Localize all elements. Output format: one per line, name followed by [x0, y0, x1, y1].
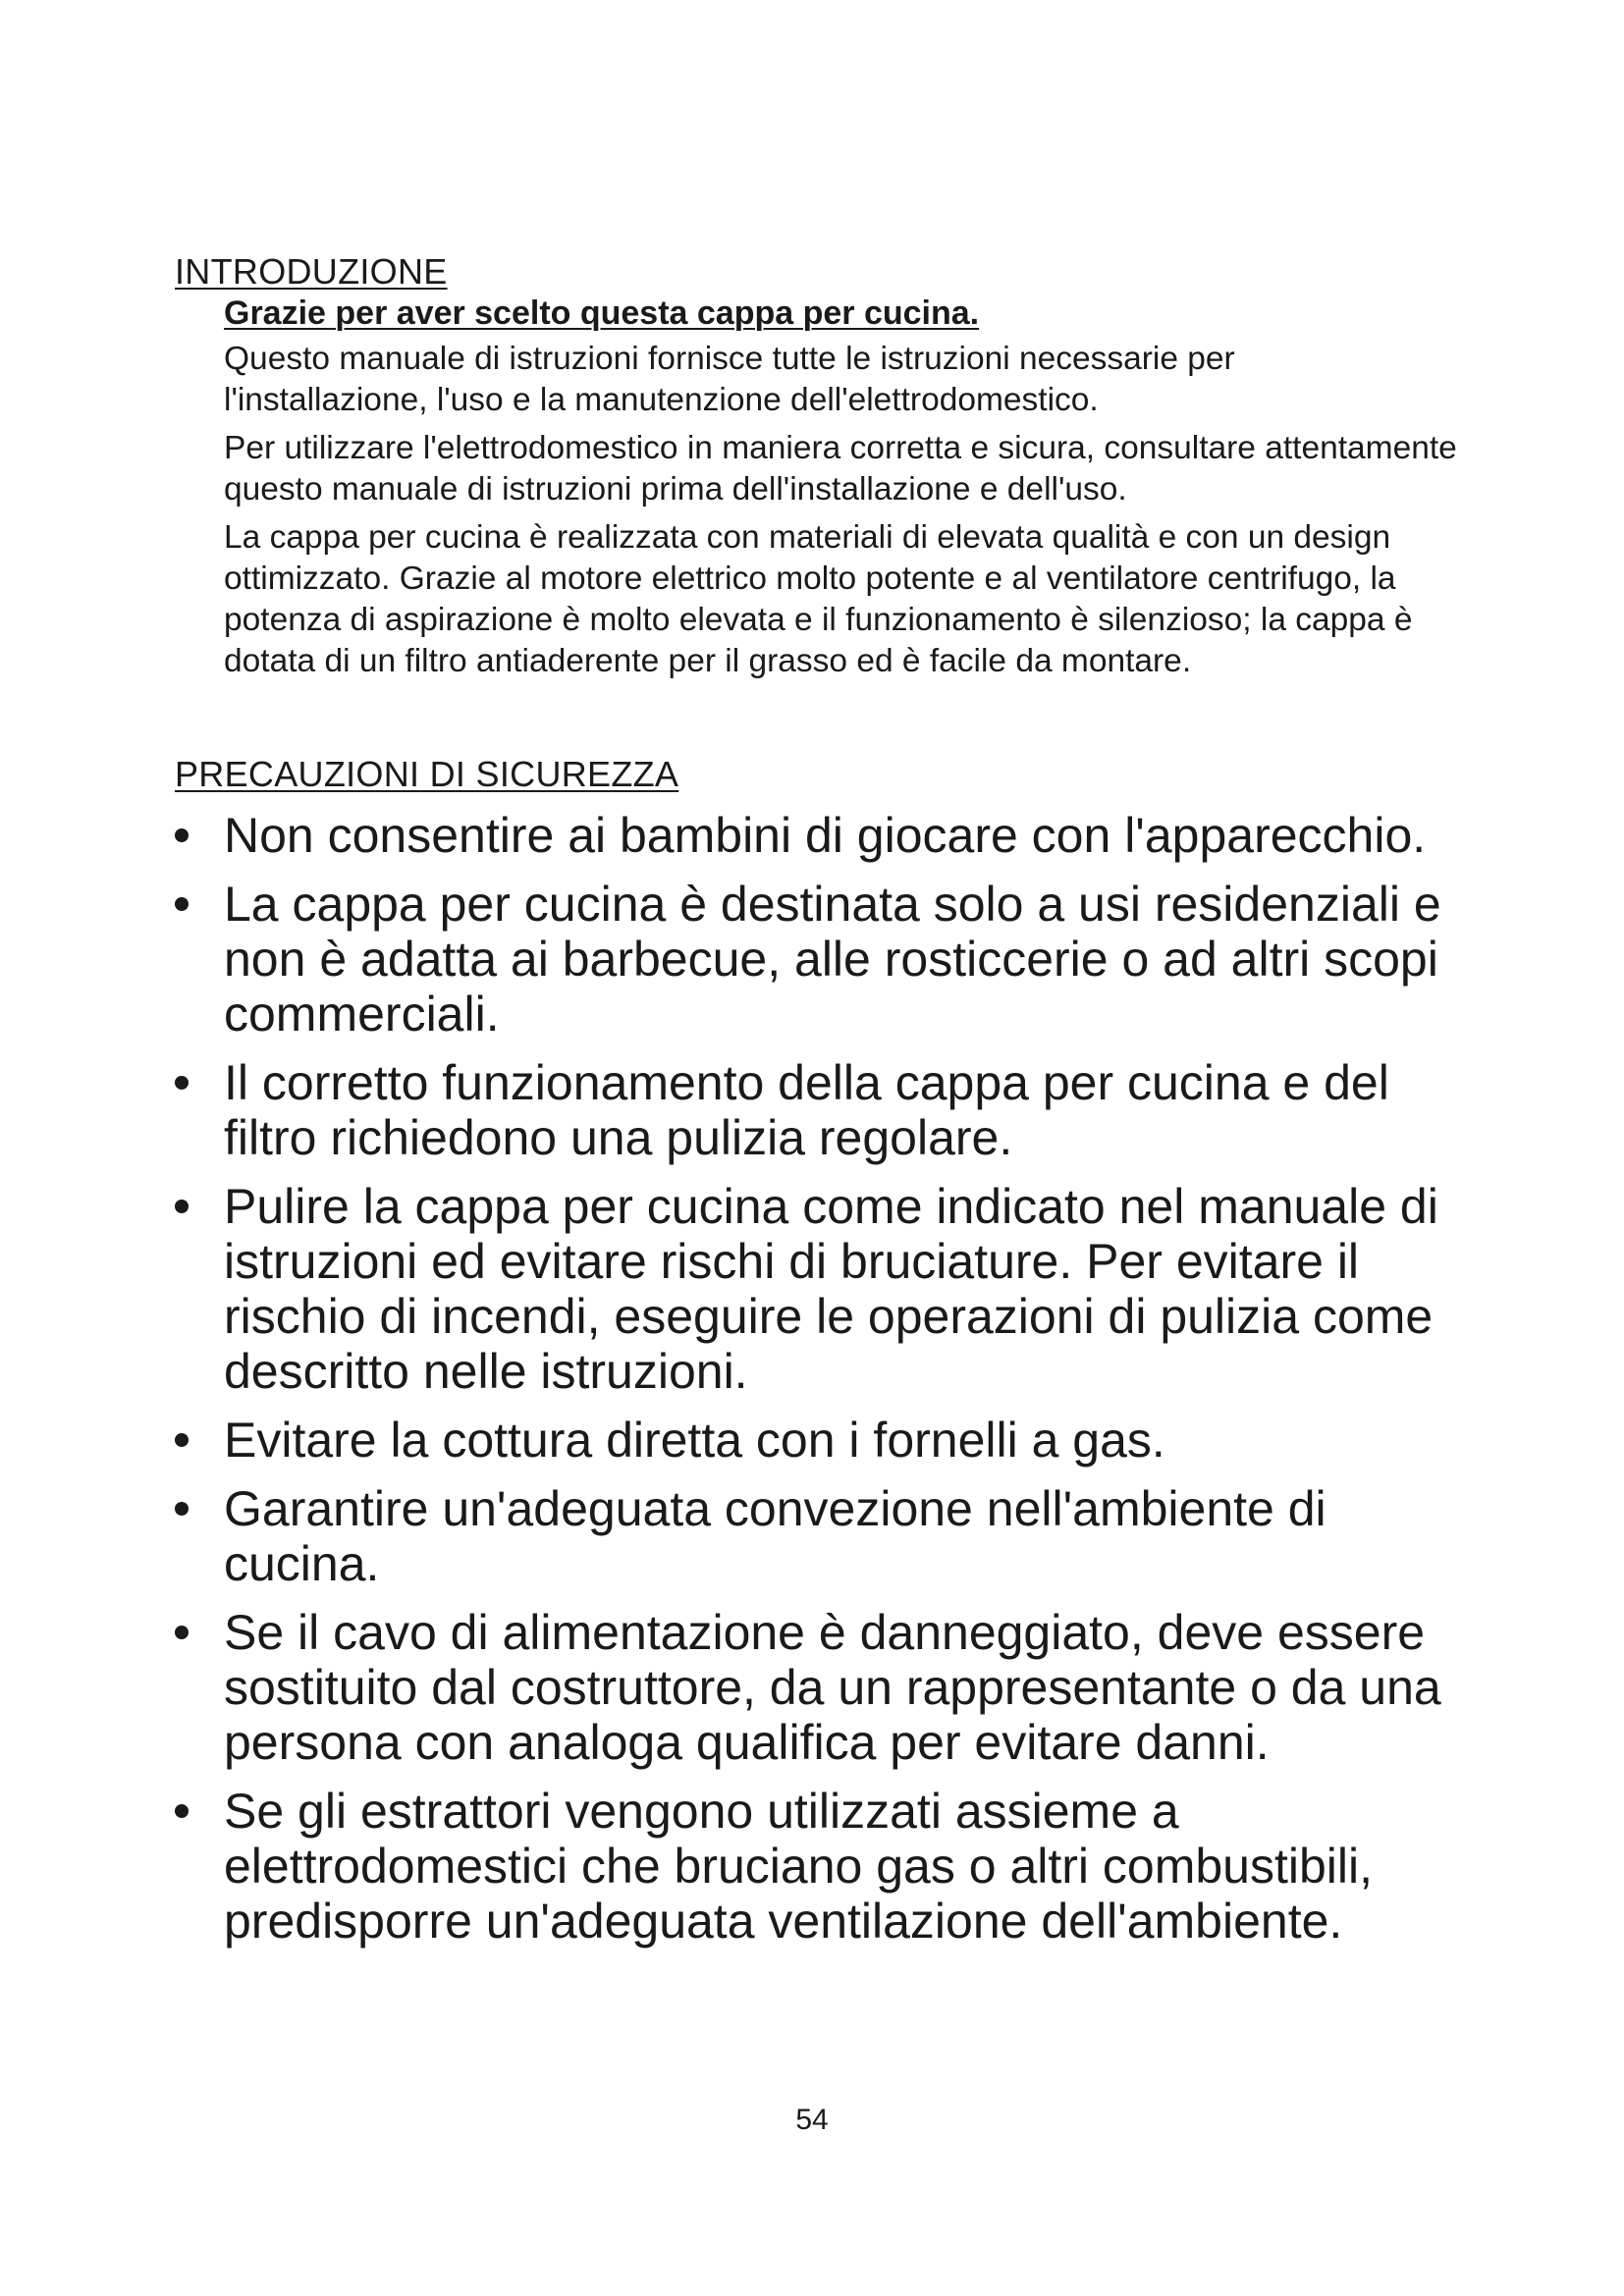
- list-item-text: Garantire un'adeguata convezione nell'ambiente di cucina.: [224, 1481, 1326, 1591]
- safety-heading: PRECAUZIONI DI SICUREZZA: [175, 754, 679, 794]
- list-item-text: Se il cavo di alimentazione è danneggiato, deve essere sostituito dal costruttore, da un rappresentante o da una persona con analoga qualifica per evitare danni.: [224, 1605, 1441, 1770]
- bullet-icon: [175, 1200, 189, 1213]
- introduction-paragraph: Per utilizzare l'elettrodomestico in maniera corretta e sicura, consultare attentamente questo manuale di istruzioni prima dell'installazione e dell'uso.: [224, 430, 1457, 507]
- introduction-section: [224, 294, 1500, 689]
- page-number: 54: [795, 2104, 829, 2136]
- list-item-text: Evitare la cottura diretta con i fornelli a gas.: [224, 1413, 1165, 1468]
- list-item: [175, 1784, 1490, 1949]
- list-item: [175, 1413, 1490, 1468]
- safety-precautions-list: [175, 808, 1490, 1962]
- list-item: [175, 808, 1490, 863]
- bullet-icon: [175, 1502, 189, 1516]
- introduction-paragraph: La cappa per cucina è realizzata con materiali di elevata qualità e con un design ottimizzato. Grazie al motore elettrico molto potente e al ventilatore centrifugo, la potenza di aspirazione è molto elevata e il funzionamento è silenzioso; la cappa è dotata di un filtro antiaderente per il grasso ed è facile da montare.: [224, 519, 1413, 679]
- introduction-title: Grazie per aver scelto questa cappa per cucina.: [224, 294, 980, 332]
- bullet-icon: [175, 1804, 189, 1818]
- bullet-icon: [175, 828, 189, 842]
- list-item-text: La cappa per cucina è destinata solo a usi residenziali e non è adatta ai barbecue, alle rosticcerie o ad altri scopi commerciali.: [224, 877, 1441, 1041]
- list-item: [175, 877, 1490, 1041]
- introduction-paragraph: Questo manuale di istruzioni fornisce tutte le istruzioni necessarie per l'installazione, l'uso e la manutenzione dell'elettrodomestico.: [224, 341, 1235, 418]
- list-item: [175, 1055, 1490, 1165]
- list-item-text: Se gli estrattori vengono utilizzati assieme a elettrodomestici che bruciano gas o altri combustibili, predisporre un'adeguata ventilazione dell'ambiente.: [224, 1784, 1373, 1949]
- list-item: [175, 1179, 1490, 1399]
- introduction-heading: INTRODUZIONE: [175, 251, 448, 292]
- bullet-icon: [175, 1433, 189, 1447]
- list-item-text: Il corretto funzionamento della cappa per cucina e del filtro richiedono una pulizia regolare.: [224, 1055, 1389, 1165]
- list-item-text: Non consentire ai bambini di giocare con l'apparecchio.: [224, 808, 1427, 863]
- bullet-icon: [175, 1626, 189, 1639]
- bullet-icon: [175, 1076, 189, 1090]
- list-item-text: Pulire la cappa per cucina come indicato nel manuale di istruzioni ed evitare rischi di bruciature. Per evitare il rischio di incendi, eseguire le operazioni di pulizia come descritto nelle istruzioni.: [224, 1179, 1438, 1399]
- list-item: [175, 1481, 1490, 1591]
- list-item: [175, 1605, 1490, 1770]
- bullet-icon: [175, 897, 189, 911]
